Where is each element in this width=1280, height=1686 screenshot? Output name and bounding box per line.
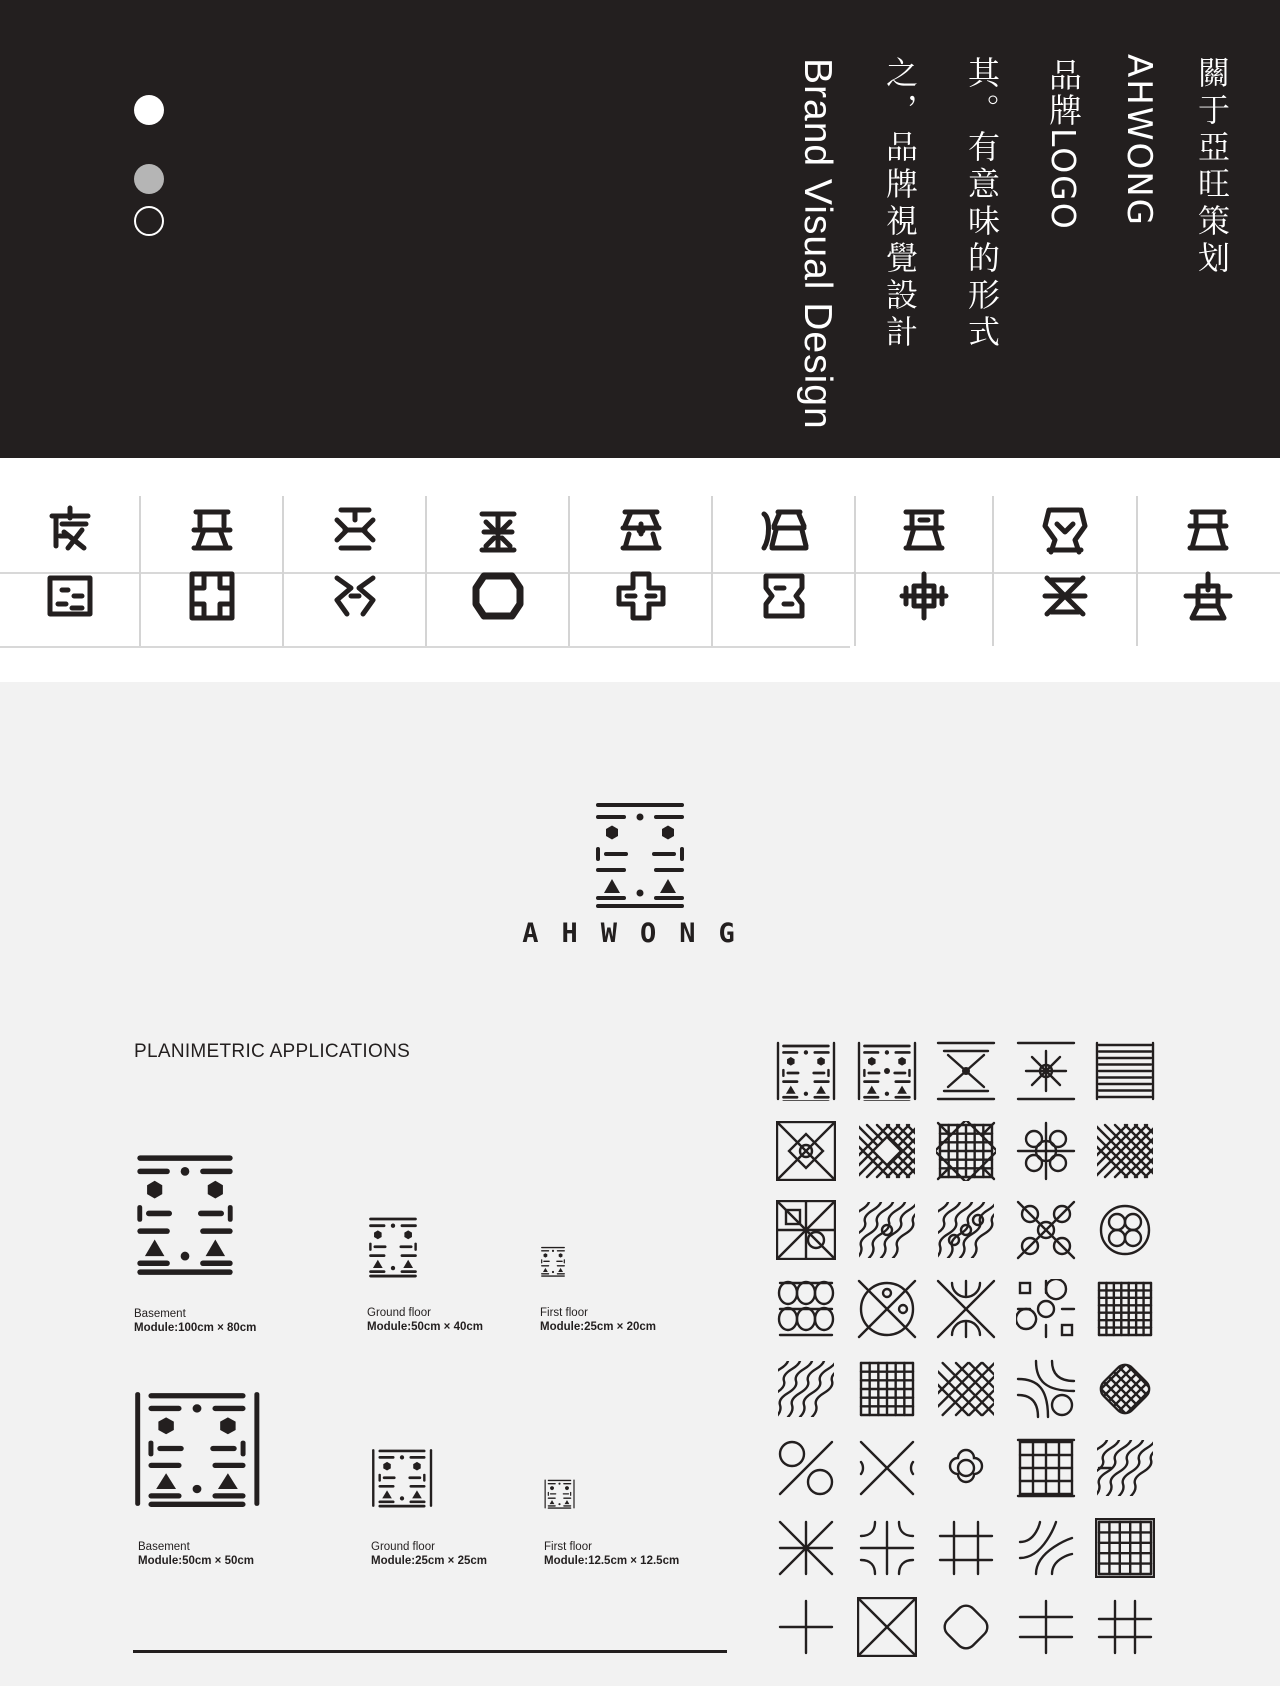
caption-module: Module:50cm × 50cm [138,1555,255,1567]
pattern-tile-icon [857,1359,917,1419]
glyph-icon [1037,502,1093,558]
pattern-tile-icon [1095,1041,1155,1101]
glyph-bottom [284,564,425,628]
glyph-bottom [141,564,282,628]
caption-module: Module:50cm × 40cm [367,1321,484,1333]
caption-module: Module:12.5cm × 12.5cm [544,1555,680,1567]
strip-baseline [0,646,850,648]
glyph-icon [327,502,383,558]
pattern-tile-icon [1016,1279,1076,1339]
ahwong-logo-icon [592,800,688,910]
glyph-icon [756,502,812,558]
glyph-cell [1138,496,1278,646]
pattern-tile-icon [857,1597,917,1657]
pattern-tile-icon [936,1279,996,1339]
glyph-bottom [713,564,854,628]
caption-basement-2 [138,1540,254,1568]
caption-module: Module:25cm × 25cm [371,1555,488,1567]
subtitle-visual-design: 之，品牌視覺設計 [881,56,919,352]
glyph-cell [994,496,1138,646]
glyph-icon [896,568,952,624]
pattern-tile-icon [1016,1518,1076,1578]
planimetric-title: PLANIMETRIC APPLICATIONS [134,1041,411,1062]
glyph-cell [856,496,994,646]
glyph-icon [470,502,526,558]
glyph-cell [427,496,570,646]
pattern-tile-icon [776,1359,836,1419]
pattern-tile-icon [776,1518,836,1578]
module-logo-icon [367,1216,419,1278]
pattern-tile-icon [936,1518,996,1578]
pattern-tile-icon [776,1041,836,1101]
ancient-glyph-strip [0,458,1280,682]
dot-gray [134,164,164,194]
glyph-icon [327,568,383,624]
glyph-cell [284,496,427,646]
glyph-icon [470,568,526,624]
caption-ground-2 [371,1540,487,1568]
title-brand-visual-design: Brand Visual Design [796,58,839,430]
brand-wordmark: AHWONG [522,918,758,949]
glyph-cell [141,496,284,646]
glyph-icon [613,502,669,558]
pattern-tile-icon [936,1359,996,1419]
title-about: 關于亞旺策划 [1193,56,1231,278]
pattern-tile-icon [776,1121,836,1181]
caption-ground-1 [367,1306,483,1334]
glyph-cell [713,496,856,646]
module-logo-icon [540,1246,566,1277]
module-logo-icon [544,1479,575,1509]
caption-first-2 [544,1540,679,1568]
pattern-tile-icon [1016,1359,1076,1419]
pattern-tile-icon [1095,1121,1155,1181]
bottom-divider [133,1650,727,1653]
glyph-bottom [570,564,711,628]
glyph-icon [1180,502,1236,558]
pattern-tile-icon [776,1597,836,1657]
caption-floor: Ground floor [371,1541,435,1553]
glyph-top [284,498,425,562]
glyph-bottom [994,564,1136,628]
caption-module: Module:100cm × 80cm [134,1322,257,1334]
glyph-top [427,498,568,562]
caption-module: Module:25cm × 20cm [540,1321,657,1333]
glyph-top [0,498,139,562]
caption-floor: Basement [138,1541,190,1553]
glyph-bottom [1138,564,1278,628]
pattern-tile-icon [857,1041,917,1101]
glyph-top [141,498,282,562]
dot-white [134,95,164,125]
pattern-tile-icon [857,1279,917,1339]
caption-first-1 [540,1306,656,1334]
glyph-icon [184,502,240,558]
pattern-tile-icon [1095,1200,1155,1260]
glyph-icon [756,568,812,624]
pattern-tile-icon [857,1438,917,1498]
pattern-tile-icon [1095,1438,1155,1498]
title-brand-logo: 品牌LOGO [1044,58,1083,231]
pattern-tile-icon [776,1438,836,1498]
glyph-icon [42,568,98,624]
glyph-icon [613,568,669,624]
pattern-tile-icon [936,1438,996,1498]
pattern-tile-icon [1095,1518,1155,1578]
glyph-bottom [0,564,139,628]
title-ahwong: AHWONG [1119,54,1159,227]
glyph-top [994,498,1136,562]
glyph-icon [1037,568,1093,624]
pattern-tile-icon [776,1200,836,1260]
pattern-tile-icon [1095,1359,1155,1419]
glyph-top [856,498,992,562]
pattern-tile-icon [1016,1200,1076,1260]
glyph-cell [570,496,713,646]
glyph-top [570,498,711,562]
pattern-tile-icon [857,1518,917,1578]
caption-floor: First floor [544,1541,592,1553]
caption-floor: Basement [134,1308,186,1320]
pattern-tile-icon [936,1121,996,1181]
pattern-tile-icon [1016,1041,1076,1101]
glyph-icon [184,568,240,624]
pattern-tile-icon [1016,1121,1076,1181]
glyph-icon [42,502,98,558]
caption-basement-1 [134,1307,256,1335]
pattern-tile-icon [936,1041,996,1101]
pattern-tile-icon [857,1200,917,1260]
glyph-top [1138,498,1278,562]
module-logo-icon [133,1390,261,1508]
glyph-bottom [427,564,568,628]
glyph-icon [1180,568,1236,624]
module-logo-icon [371,1448,433,1508]
glyph-bottom [856,564,992,628]
pattern-tile-icon [776,1279,836,1339]
caption-floor: First floor [540,1307,588,1319]
pattern-tile-icon [857,1121,917,1181]
dot-outline [134,206,164,236]
pattern-tile-icon [1016,1597,1076,1657]
pattern-tile-icon [1016,1438,1076,1498]
module-logo-icon [133,1152,237,1276]
hero-banner [0,0,1280,458]
caption-floor: Ground floor [367,1307,431,1319]
glyph-top [713,498,854,562]
pattern-tile-icon [936,1597,996,1657]
subtitle-meaningful-form: 其。有意味的形式 [963,56,1001,352]
glyph-icon [896,502,952,558]
glyph-cell [0,496,141,646]
pattern-tile-icon [1095,1597,1155,1657]
pattern-tile-icon [936,1200,996,1260]
pattern-tile-icon [1095,1279,1155,1339]
